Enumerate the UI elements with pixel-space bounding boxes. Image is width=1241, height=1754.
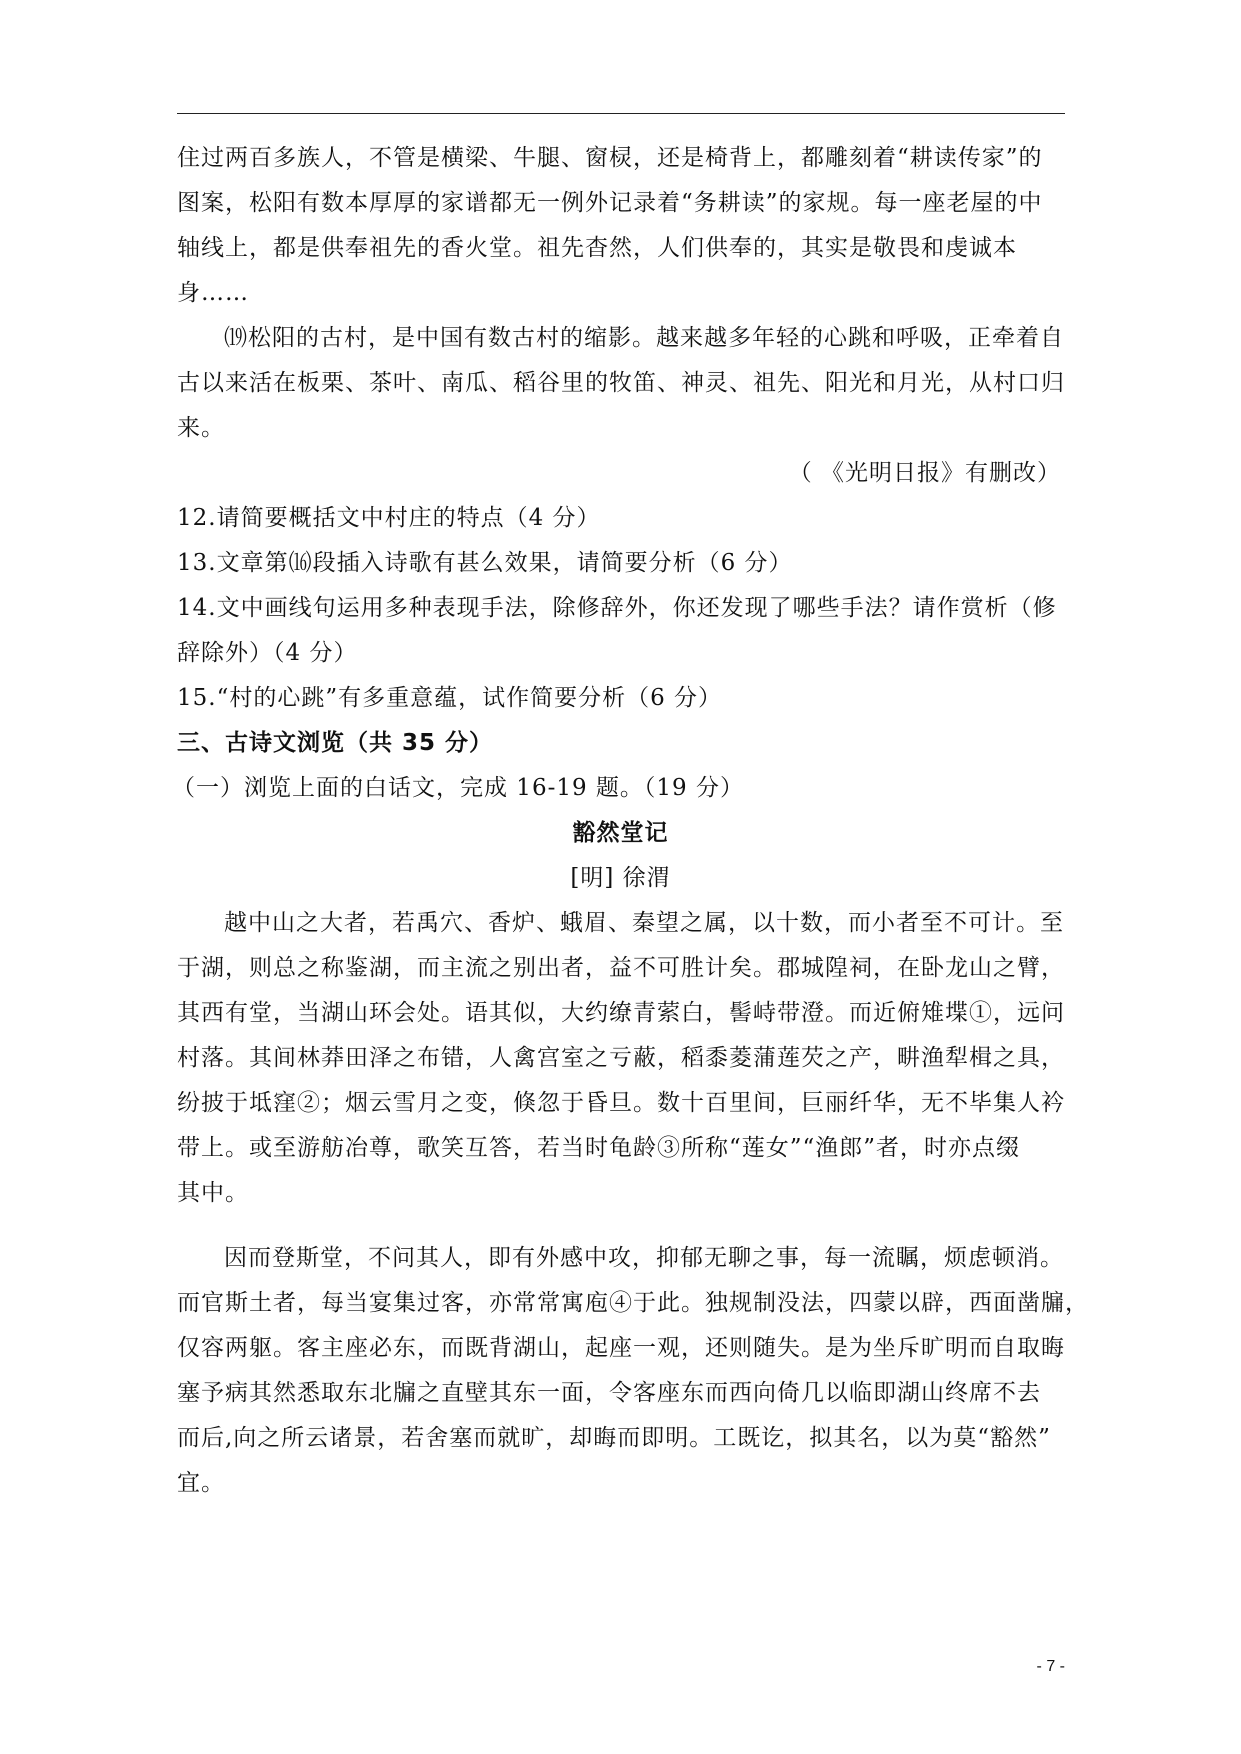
question-15: 15.“村的心跳”有多重意蕴，试作简要分析（6 分）: [177, 685, 723, 711]
text-line: 村落。其间林莽田泽之布错，人禽宫室之亏蔽，稻黍菱蒲莲芡之产，畊渔犁楫之具，: [177, 1045, 1065, 1071]
question-12: 12.请简要概括文中村庄的特点（4 分）: [177, 505, 601, 531]
text-line: 于湖，则总之称鉴湖，而主流之别出者，益不可胜计矣。郡城隍祠，在卧龙山之臂，: [177, 955, 1065, 981]
question-14-cont: 辞除外）（4 分）: [177, 640, 358, 666]
essay-author: [明] 徐渭: [570, 865, 671, 891]
essay-paragraph-1-start: 越中山之大者，若禹穴、香炉、蛾眉、秦望之属，以十数，而小者至不可计。至: [224, 910, 1064, 936]
text-line: 纷披于坻窪②；烟云雪月之变，倏忽于昏旦。数十百里间，巨丽纤华，无不毕集人衿: [177, 1090, 1065, 1116]
text-line: 其中。: [177, 1180, 249, 1206]
text-line: 而后,向之所云诸景，若舍塞而就旷，却晦而即明。工既讫，拟其名，以为莫“豁然”: [177, 1425, 1051, 1451]
essay-paragraph-2-start: 因而登斯堂，不问其人，即有外感中攻，抑郁无聊之事，每一流瞩，烦虑顿消。: [224, 1245, 1064, 1271]
text-line: 宜。: [177, 1470, 225, 1496]
text-line: 带上。或至游舫冶尊，歌笑互答，若当时龟龄③所称“莲女”“渔郎”者，时亦点缀: [177, 1135, 1021, 1161]
text-line: 住过两百多族人，不管是横梁、牛腿、窗棂，还是椅背上，都雕刻着“耕读传家”的: [177, 145, 1043, 171]
question-14: 14.文中画线句运用多种表现手法，除修辞外，你还发现了哪些手法？请作赏析（修: [177, 595, 1057, 621]
question-13: 13.文章第⒃段插入诗歌有甚么效果，请简要分析（6 分）: [177, 550, 793, 576]
section-heading: 三、古诗文浏览（共 35 分）: [177, 730, 494, 756]
text-line: 轴线上，都是供奉祖先的香火堂。祖先杳然，人们供奉的，其实是敬畏和虔诚本: [177, 235, 1017, 261]
source-citation: （ 《光明日报》有删改）: [788, 460, 1061, 486]
text-line: 其西有堂，当湖山环会处。语其似，大约缭青萦白，髻峙带澄。而近俯雉堞①，远问: [177, 1000, 1065, 1026]
text-line: 仅容两躯。客主座必东，而既背湖山，起座一观，还则随失。是为坐斥旷明而自取晦: [177, 1335, 1065, 1361]
subsection-instruction: （一）浏览上面的白话文，完成 16-19 题。（19 分）: [172, 775, 745, 801]
text-line: 塞予病其然悉取东北牖之直壁其东一面，令客座东而西向倚几以临即湖山终席不去: [177, 1380, 1041, 1406]
text-line: 图案，松阳有数本厚厚的家谱都无一例外记录着“务耕读”的家规。每一座老屋的中: [177, 190, 1043, 216]
text-line: 来。: [177, 415, 225, 441]
text-line: 古以来活在板栗、茶叶、南瓜、稻谷里的牧笛、神灵、祖先、阳光和月光，从村口归: [177, 370, 1065, 396]
text-line: 而官斯土者，每当宴集过客，亦常常寓庖④于此。独规制没法，四蒙以辟，西面凿牖，: [177, 1290, 1089, 1316]
page-number: - 7 -: [1036, 1658, 1065, 1675]
essay-title: 豁然堂记: [572, 820, 669, 846]
header-rule: [177, 113, 1065, 114]
text-line: 身……: [177, 280, 249, 306]
paragraph-19-start: ⒆松阳的古村，是中国有数古村的缩影。越来越多年轻的心跳和呼吸，正牵着自: [224, 325, 1064, 351]
